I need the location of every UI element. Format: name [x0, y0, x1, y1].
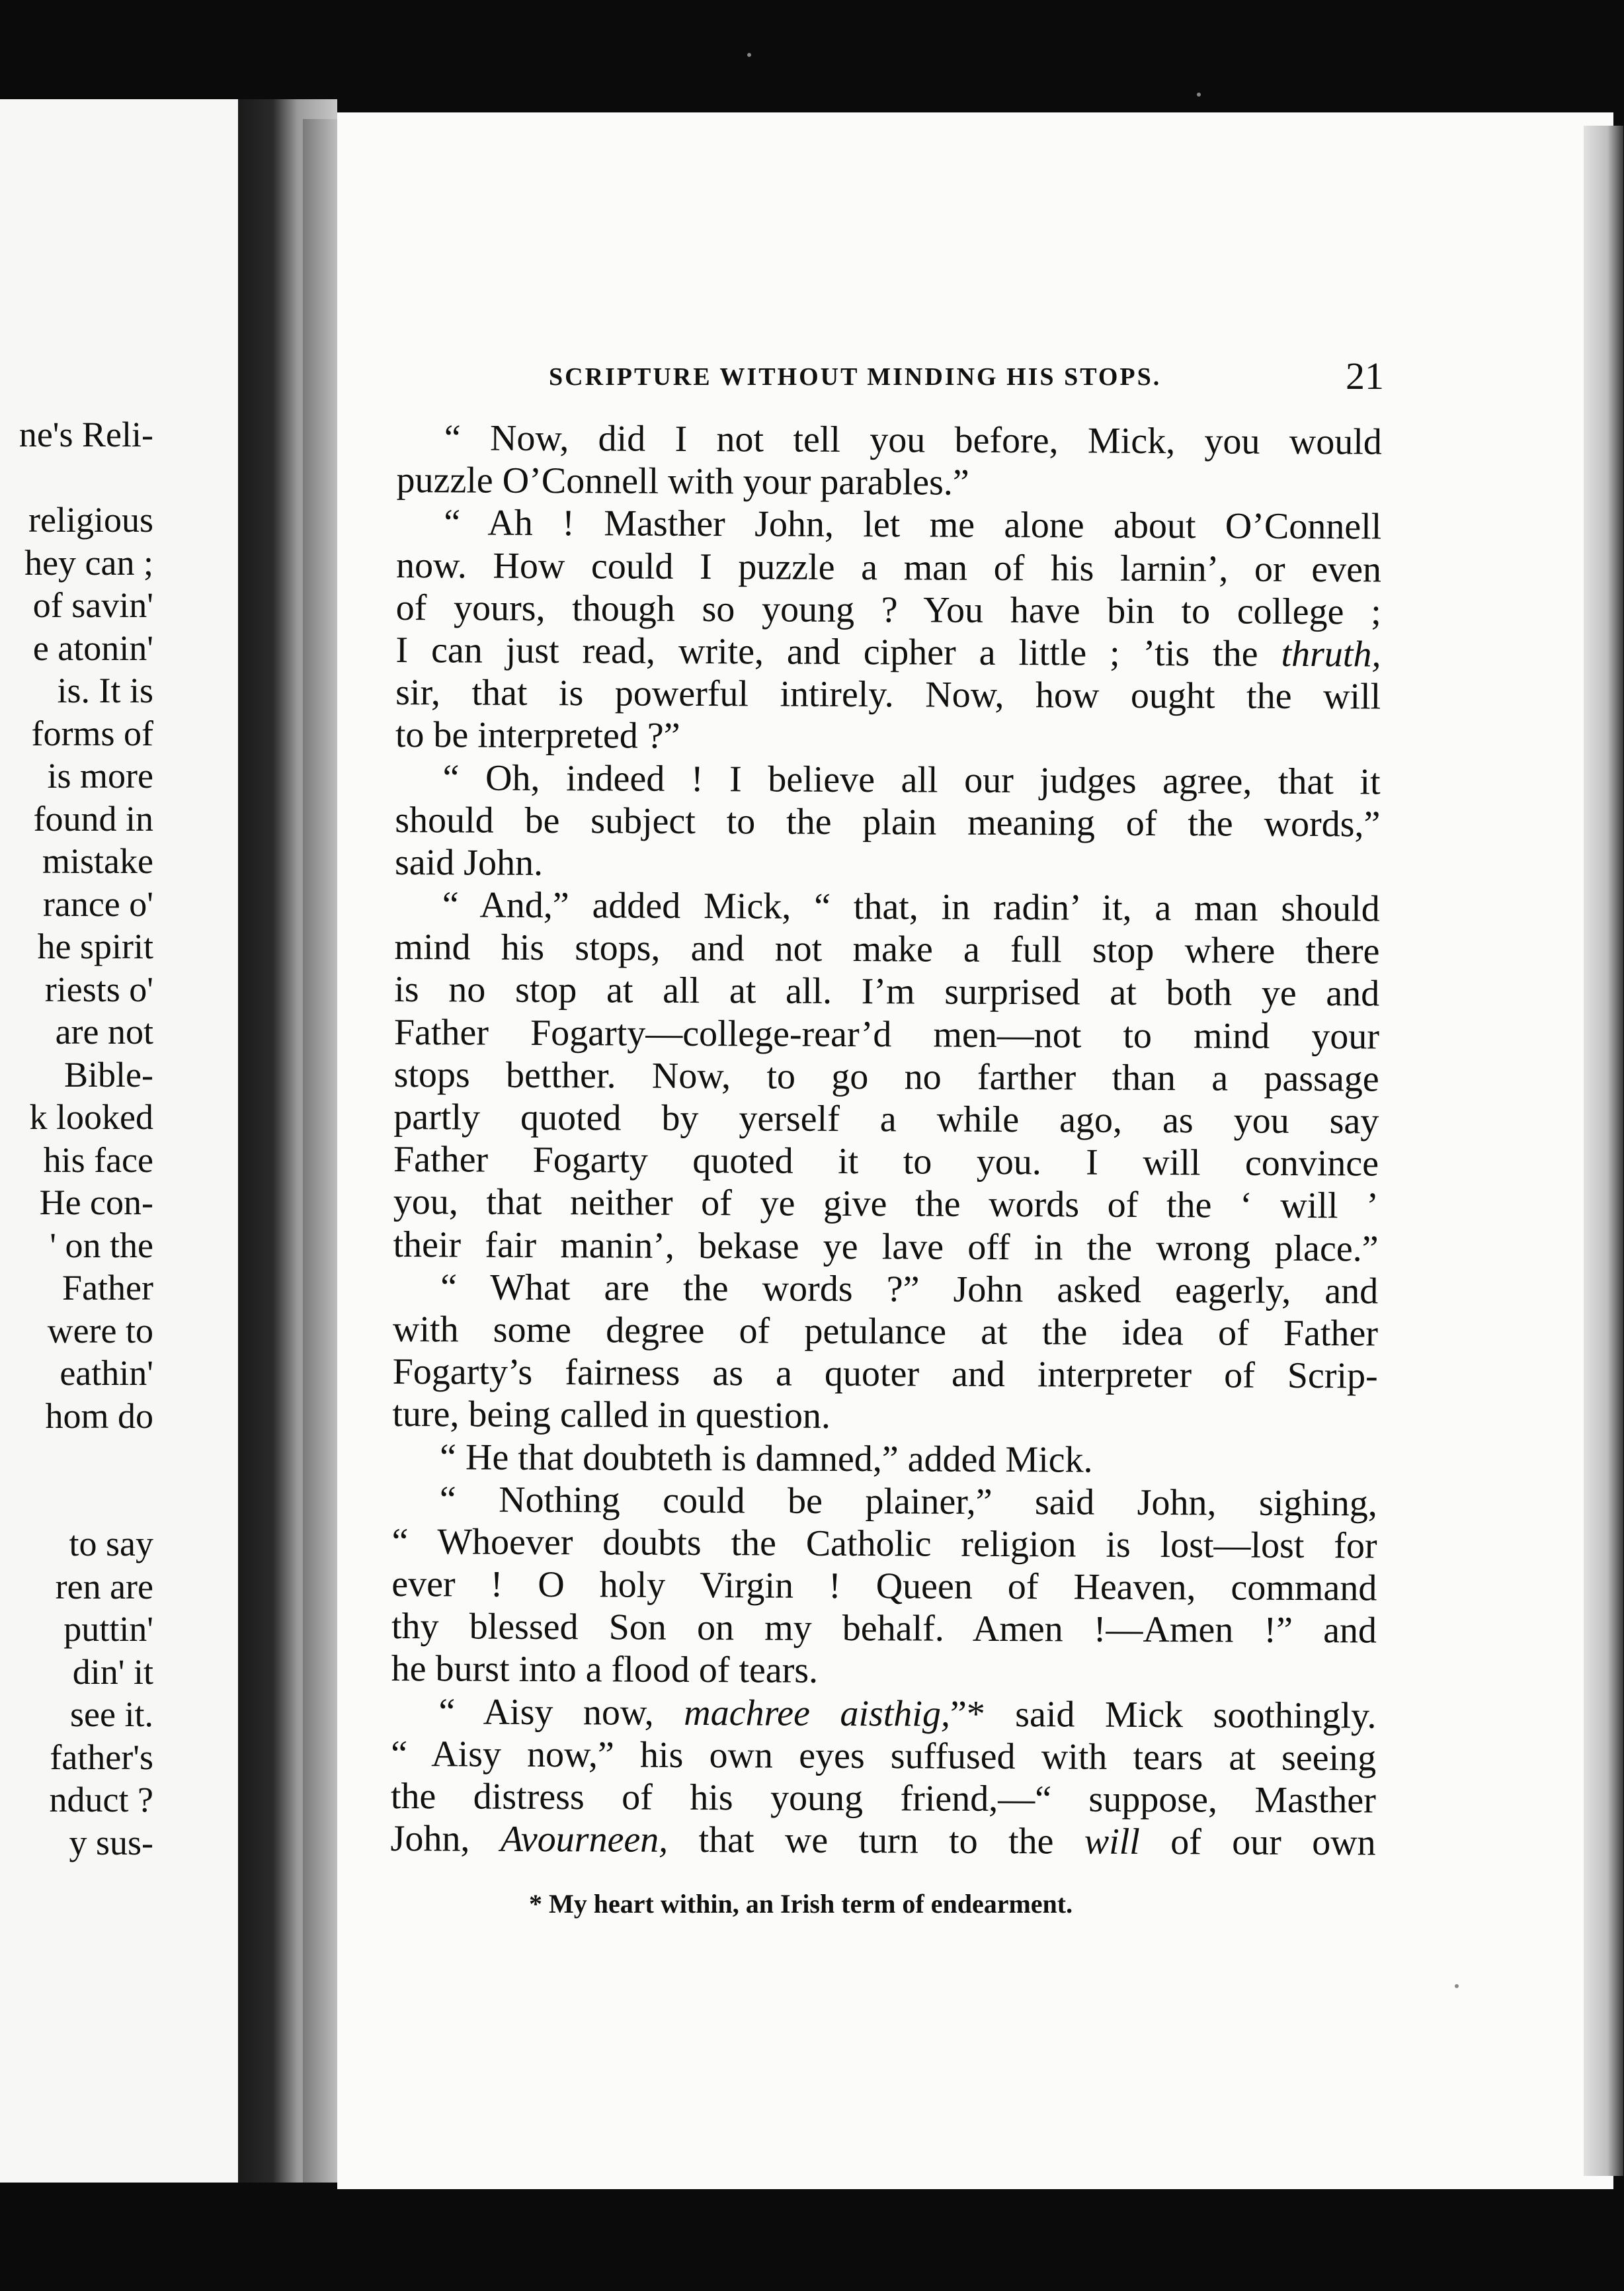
left-page-line: were to [47, 1310, 153, 1351]
dust-speck [747, 53, 751, 57]
footnote: * My heart within, an Irish term of endearment. [529, 1889, 1073, 1919]
body-line: partly quoted by yerself a while ago, as you say [393, 1096, 1379, 1142]
left-page-line: is more [47, 756, 153, 796]
left-page-line: religious [28, 500, 153, 540]
body-line: ture, being called in question. [392, 1394, 831, 1437]
left-page-line: is. It is [57, 671, 153, 710]
left-page-line: ' on the [50, 1225, 153, 1265]
body-line: Father Fogarty quoted it to you. I will convince [393, 1139, 1379, 1185]
left-page-line: nduct ? [49, 1780, 153, 1819]
left-facing-page [0, 99, 238, 2183]
left-page-line: his face [43, 1140, 153, 1180]
body-line: John, Avourneen, that we turn to the will of our own [390, 1818, 1376, 1864]
left-page-line: k looked [29, 1097, 153, 1137]
dust-speck [1197, 93, 1201, 97]
body-line: ever ! O holy Virgin ! Queen of Heaven, command [391, 1563, 1377, 1609]
left-page-line: mistake [42, 841, 153, 881]
body-line: “ What are the words ?” John asked eagerly, and [440, 1267, 1379, 1312]
page-number: 21 [1346, 354, 1384, 397]
body-line: stops betther. Now, to go no farther than a passage [393, 1054, 1379, 1100]
page-edge [1584, 126, 1623, 2176]
body-line: “ Whoever doubts the Catholic religion is lost—lost for [391, 1520, 1377, 1567]
left-page-line: found in [33, 798, 153, 839]
body-line: mind his stops, and not make a full stop where there [394, 927, 1380, 972]
left-page-line [19, 1437, 153, 1480]
body-line: “ Aisy now,” his own eyes suffused with tears at seeing [391, 1733, 1377, 1779]
body-text [390, 417, 1382, 1864]
left-page-line: to say [69, 1524, 153, 1563]
body-line: Fogarty’s fairness as a quoter and interpreter of Scrip- [392, 1351, 1378, 1397]
left-page-line: hey can ; [24, 542, 153, 583]
body-line: “ Now, did I not tell you before, Mick, you would [444, 417, 1382, 463]
left-page-line: ne's Reli- [19, 415, 153, 454]
body-line: “ And,” added Mick, “ that, in radin’ it, a man should [442, 884, 1380, 930]
left-page-line: riests o' [44, 969, 153, 1009]
left-page-line [19, 1480, 153, 1523]
body-line: with some degree of petulance at the idea of Father [392, 1308, 1379, 1354]
left-page-line: puttin' [63, 1609, 153, 1649]
body-line: said John. [394, 841, 544, 884]
body-line: their fair manin’, bekase ye lave off in the wrong place.” [393, 1224, 1379, 1270]
body-line: puzzle O’Connell with your parables.” [396, 460, 969, 503]
left-page-line: Father [62, 1268, 153, 1308]
left-page-line: hom do [45, 1395, 153, 1436]
body-line: sir, that is powerful intirely. Now, how ought the will [395, 672, 1381, 718]
body-line: now. How could I puzzle a man of his larnin’, or even [395, 544, 1382, 591]
left-page-line: rance o' [42, 884, 153, 924]
body-line: you, that neither of ye give the words of the ‘ will ’ [393, 1181, 1379, 1227]
gutter-shadow [303, 119, 337, 2183]
body-line: “ Nothing could be plainer,” said John, sighing, [439, 1478, 1377, 1524]
body-line: I can just read, write, and cipher a little ; ’tis the thruth, [395, 629, 1381, 675]
left-page-line [19, 456, 153, 499]
left-page-line: Bible- [64, 1054, 153, 1095]
left-page-line: forms of [31, 713, 153, 753]
left-page-text [19, 413, 153, 1864]
left-page-line: He con- [39, 1183, 153, 1222]
left-page-line: are not [55, 1012, 153, 1052]
body-line: “ Aisy now, machree aisthig,”* said Mick soothingly. [438, 1690, 1377, 1737]
body-line: thy blessed Son on my behalf. Amen !—Amen !” and [391, 1606, 1377, 1651]
body-line: is no stop at all at all. I’m surprised at both ye and [394, 969, 1380, 1015]
body-line: of yours, though so young ? You have bin to college ; [395, 587, 1381, 633]
body-line: to be interpreted ?” [395, 714, 680, 757]
body-line: “ Ah ! Masther John, let me alone about O’Connell [444, 502, 1382, 548]
left-page-line: ren are [55, 1566, 153, 1606]
left-page-line: y sus- [69, 1822, 153, 1862]
left-page-line: eathin' [60, 1353, 153, 1393]
left-page-line: see it. [70, 1694, 153, 1734]
body-line: should be subject to the plain meaning of the words,” [395, 799, 1381, 845]
left-page-line: he spirit [37, 927, 153, 966]
body-line: “ He that doubteth is damned,” added Mick. [440, 1436, 1093, 1481]
left-page-line: father's [50, 1737, 153, 1777]
left-page-line: din' it [72, 1651, 153, 1692]
body-line: Father Fogarty—college-rear’d men—not to mind your [393, 1011, 1380, 1058]
body-line: the distress of his young friend,—“ suppose, Masther [390, 1775, 1377, 1821]
running-head: SCRIPTURE WITHOUT MINDING HIS STOPS. [549, 363, 1162, 391]
body-line: “ Oh, indeed ! I believe all our judges agree, that it [442, 757, 1381, 802]
left-page-line: of savin' [32, 585, 153, 625]
body-line: he burst into a flood of tears. [391, 1648, 819, 1692]
left-page-line: e atonin' [32, 628, 153, 668]
dust-speck [1455, 1984, 1459, 1988]
